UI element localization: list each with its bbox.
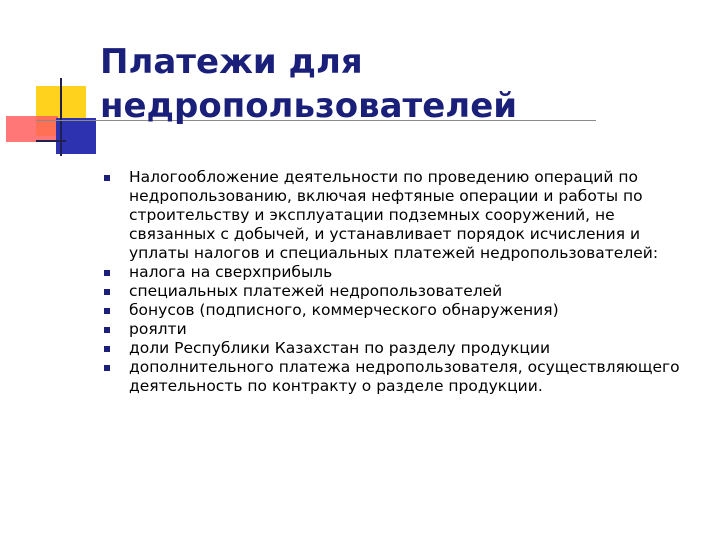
bullet-item: дополнительного платежа недропользователя, осуществляющего деятельность по контракту о разделе продукции. — [100, 358, 690, 396]
bullet-item: доли Республики Казахстан по разделу продукции — [100, 339, 690, 358]
bullet-item: роялти — [100, 320, 690, 339]
bullet-item: налога на сверхприбыль — [100, 263, 690, 282]
bullet-item: Налогообложение деятельности по проведению операций по недропользованию, включая нефтяные операции и работы по строительству и эксплуатации подземных сооружений, не связанных с добычей, и устанавливает порядок исчисления и уплаты налогов и специальных платежей недропользователей: — [100, 168, 690, 263]
decor-short-line — [36, 140, 66, 142]
slide-title-line-2: недропользователей — [100, 86, 518, 126]
bullet-item: бонусов (подписного, коммерческого обнаружения) — [100, 301, 690, 320]
bullet-item: специальных платежей недропользователей — [100, 282, 690, 301]
slide-title — [100, 40, 660, 128]
decor-vertical-line — [60, 78, 62, 156]
bullet-list — [100, 168, 690, 396]
slide-title-line-1: Платежи для — [100, 42, 363, 82]
decor-blue-square — [56, 118, 96, 154]
